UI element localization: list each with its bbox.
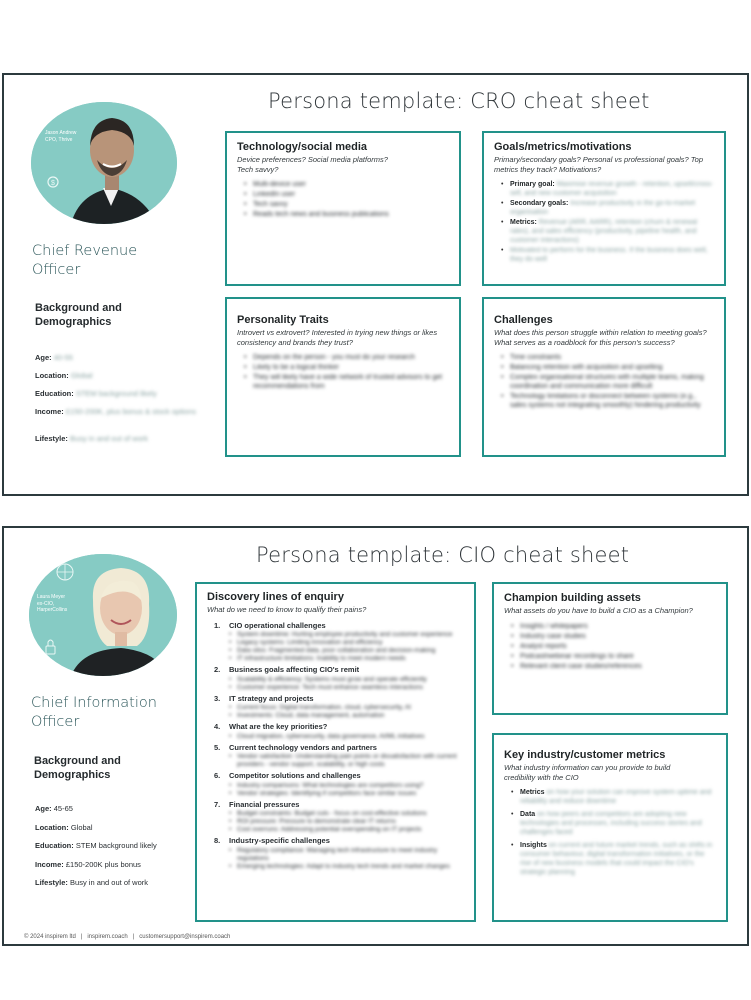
key-metrics-card: Key industry/customer metrics What industry information can you provide to build credibility with the CIO • Metrics on how your solution can improve system uptime and reliability and reduce downtime • Data on how peers and competitors are adopting new technologies and processes, including success stories and challenges faced • Insights on current and future market trends, such as shifts in consumer behaviour, digital transformation initiatives, or the rise of new business models that could impact the CIO's strategic planning xyxy=(492,733,728,922)
tech-social-card: Technology/social media Device preferences? Social media platforms? Tech savvy? • Multi-device user • LinkedIn user • Tech savvy • Reads tech news and business publications xyxy=(225,131,461,286)
discovery-subitem: • Cloud migration, cybersecurity, data governance, AI/ML initiatives xyxy=(229,733,464,741)
challenges-card: Challenges What does this person struggle within relation to meeting goals? What serves as a roadblock for this person's success? • Time constraints • Balancing retention with acquisition and upselling • Complex organisational structures with multiple teams, making coordination and communication more difficult • Technology limitations or disconnect between systems (e.g., sales systems not integrating smoothly) hindering productivity xyxy=(482,297,726,457)
discovery-item: 5. Current technology vendors and partners • Vendor satisfaction: Understanding pain points or dissatisfaction with current providers - vendor support, scalability, or high costs xyxy=(207,743,464,770)
footer-email-link[interactable]: customersupport@inspirem.coach xyxy=(139,934,231,940)
footer: © 2024 inspirem ltd | inspirem.coach | customersupport@inspirem.coach xyxy=(24,934,231,940)
discovery-subitem: • Scalability & efficiency: Systems must grow and operate efficiently xyxy=(229,676,464,684)
discovery-item: 6. Competitor solutions and challenges • Industry comparisons: What technologies are competitors using? • Vendor strategies: Identifying if competitors face similar issues xyxy=(207,771,464,798)
cio-cheat-sheet xyxy=(2,526,749,946)
discovery-subitem: • Industry comparisons: What technologies are competitors using? xyxy=(229,782,464,790)
cio-avatar: Laura Meyer ex-CIO, HarperCollins xyxy=(29,554,177,676)
discovery-subitem: • Regulatory compliance: Managing tech infrastructure to meet industry regulations xyxy=(229,847,464,863)
discovery-subitem: • Vendor satisfaction: Understanding pain points or dissatisfaction with current providers - vendor support, scalability, or high costs xyxy=(229,753,464,769)
discovery-subitem: • System downtime: Hurting employee productivity and customer experience xyxy=(229,631,464,639)
svg-text:$: $ xyxy=(51,180,55,187)
cro-photo-name: Jason Andrew xyxy=(45,130,77,136)
discovery-item: 8. Industry-specific challenges • Regulatory compliance: Managing tech infrastructure to meet industry regulations • Emerging technologies: Adapt to industry tech trends and market changes xyxy=(207,836,464,871)
cro-demographics: Age: 40-55 Location: Global Education: STEM background likely Income: £150-200K, plus bonus & stock options Lifestyle: Busy in and out of work xyxy=(35,353,196,443)
discovery-subitem: • Cost overruns: Addressing potential overspending on IT projects xyxy=(229,826,464,834)
discovery-card: Discovery lines of enquiry What do we need to know to qualify their pains? 1. CIO operational challenges • System downtime: Hurting employee productivity and customer experience • Legacy systems: Limiting innovation and efficiency • Data silos: Fragmented data, poor collaboration and decision-making • IT infrastructure limitations: Inability to meet modern needs 2. Business goals affecting CIO's remit • Scalability & efficiency: Systems must grow and operate efficiently • Customer experience: Tech must enhance seamless interactions 3. IT strategy and projects • Current focus: Digital transformation, cloud, cybersecurity, AI • Investments: Cloud, data management, automation 4. What are the key priorities? • Cloud migration, cybersecurity, data governance, AI/ML initiatives 5. Current technology vendors and partners • Vendor satisfaction: Understanding pain points or dissatisfaction with current providers - vendor support, scalability, or high costs 6. Competitor solutions and challenges • Industry comparisons: What technologies are competitors using? • Vendor strategies: Identifying if competitors face similar issues 7. Financial pressures • Budget constraints: Budget cuts - focus on cost-effective solutions • ROI pressure: Pressure to demonstrate clear IT returns • Cost overruns: Addressing potential overspending on IT projects 8. Industry-specific challenges • Regulatory compliance: Managing tech infrastructure to meet industry regulations • Emerging technologies: Adapt to industry tech trends and market changes xyxy=(195,582,476,922)
discovery-subitem: • Vendor strategies: Identifying if competitors face similar issues xyxy=(229,790,464,798)
cio-role-title: Chief Information Officer xyxy=(31,695,157,730)
discovery-subitem: • Customer experience: Tech must enhance seamless interactions xyxy=(229,684,464,692)
champion-assets-card: Champion building assets What assets do you have to build a CIO as a Champion? • Insights / whitepapers • Industry case studies • Analyst reports • Podcast/webinar recordings to share • Relevant client case studies/references xyxy=(492,582,728,715)
discovery-subitem: • IT infrastructure limitations: Inability to meet modern needs xyxy=(229,655,464,663)
discovery-item: 2. Business goals affecting CIO's remit • Scalability & efficiency: Systems must grow and operate efficiently • Customer experience: Tech must enhance seamless interactions xyxy=(207,665,464,692)
cro-cheat-sheet xyxy=(2,73,749,496)
footer-website-link[interactable]: inspirem.coach xyxy=(87,934,128,940)
goals-metrics-card: Goals/metrics/motivations Primary/secondary goals? Personal vs professional goals? Top metrics they track? Motivations? • Primary goal: Maximise revenue growth - retention, upsell/cross-sell, and new customer acquisition • Secondary goals: Increase productivity in the go-to-market organisation • Metrics: Revenue (ARR, AARR), retention (churn & renewal rates), and sales efficiency (productivity, pipeline health, and customer interactions) • Motivated to perform for the business. If the business does well, they do well xyxy=(482,131,726,286)
discovery-list xyxy=(207,621,464,871)
cro-background-title: Background and Demographics xyxy=(35,302,122,328)
cro-portrait-image xyxy=(31,102,177,224)
discovery-subitem: • Data silos: Fragmented data, poor collaboration and decision-making xyxy=(229,647,464,655)
cio-photo-name: Laura Meyer xyxy=(37,594,66,600)
cio-background-title: Background and Demographics xyxy=(34,755,121,781)
cro-sheet-title: Persona template: CRO cheat sheet xyxy=(268,89,650,113)
cro-avatar xyxy=(31,102,177,224)
discovery-subitem: • ROI pressure: Pressure to demonstrate clear IT returns xyxy=(229,818,464,826)
discovery-subitem: • Legacy systems: Limiting innovation and efficiency xyxy=(229,639,464,647)
discovery-subitem: • Investments: Cloud, data management, automation xyxy=(229,712,464,720)
discovery-item: 4. What are the key priorities? • Cloud migration, cybersecurity, data governance, AI/ML initiatives xyxy=(207,722,464,741)
cio-sheet-title: Persona template: CIO cheat sheet xyxy=(256,543,630,567)
discovery-item: 7. Financial pressures • Budget constraints: Budget cuts - focus on cost-effective solutions • ROI pressure: Pressure to demonstrate clear IT returns • Cost overruns: Addressing potential overspending on IT projects xyxy=(207,800,464,835)
cro-photo-role: CPO, Thrive xyxy=(45,136,73,143)
cio-portrait-image xyxy=(29,554,177,676)
personality-traits-card: Personality Traits Introvert vs extrovert? Interested in trying new things or likes consistency and brands they trust? • Depends on the person - you must do your research • Likely to be a logical thinker • They will likely have a wide network of trusted advisors to get recommendations from xyxy=(225,297,461,457)
discovery-subitem: • Current focus: Digital transformation, cloud, cybersecurity, AI xyxy=(229,704,464,712)
cro-role-title: Chief Revenue Officer xyxy=(32,243,138,278)
discovery-item: 3. IT strategy and projects • Current focus: Digital transformation, cloud, cybersecurity, AI • Investments: Cloud, data management, automation xyxy=(207,694,464,721)
discovery-subitem: • Budget constraints: Budget cuts - focus on cost-effective solutions xyxy=(229,810,464,818)
cio-demographics: Age: 45-65 Location: Global Education: STEM background likely Income: £150-200K plus bonus Lifestyle: Busy in and out of work xyxy=(35,804,157,887)
discovery-item: 1. CIO operational challenges • System downtime: Hurting employee productivity and customer experience • Legacy systems: Limiting innovation and efficiency • Data silos: Fragmented data, poor collaboration and decision-making • IT infrastructure limitations: Inability to meet modern needs xyxy=(207,621,464,664)
discovery-subitem: • Emerging technologies: Adapt to industry tech trends and market changes xyxy=(229,863,464,871)
